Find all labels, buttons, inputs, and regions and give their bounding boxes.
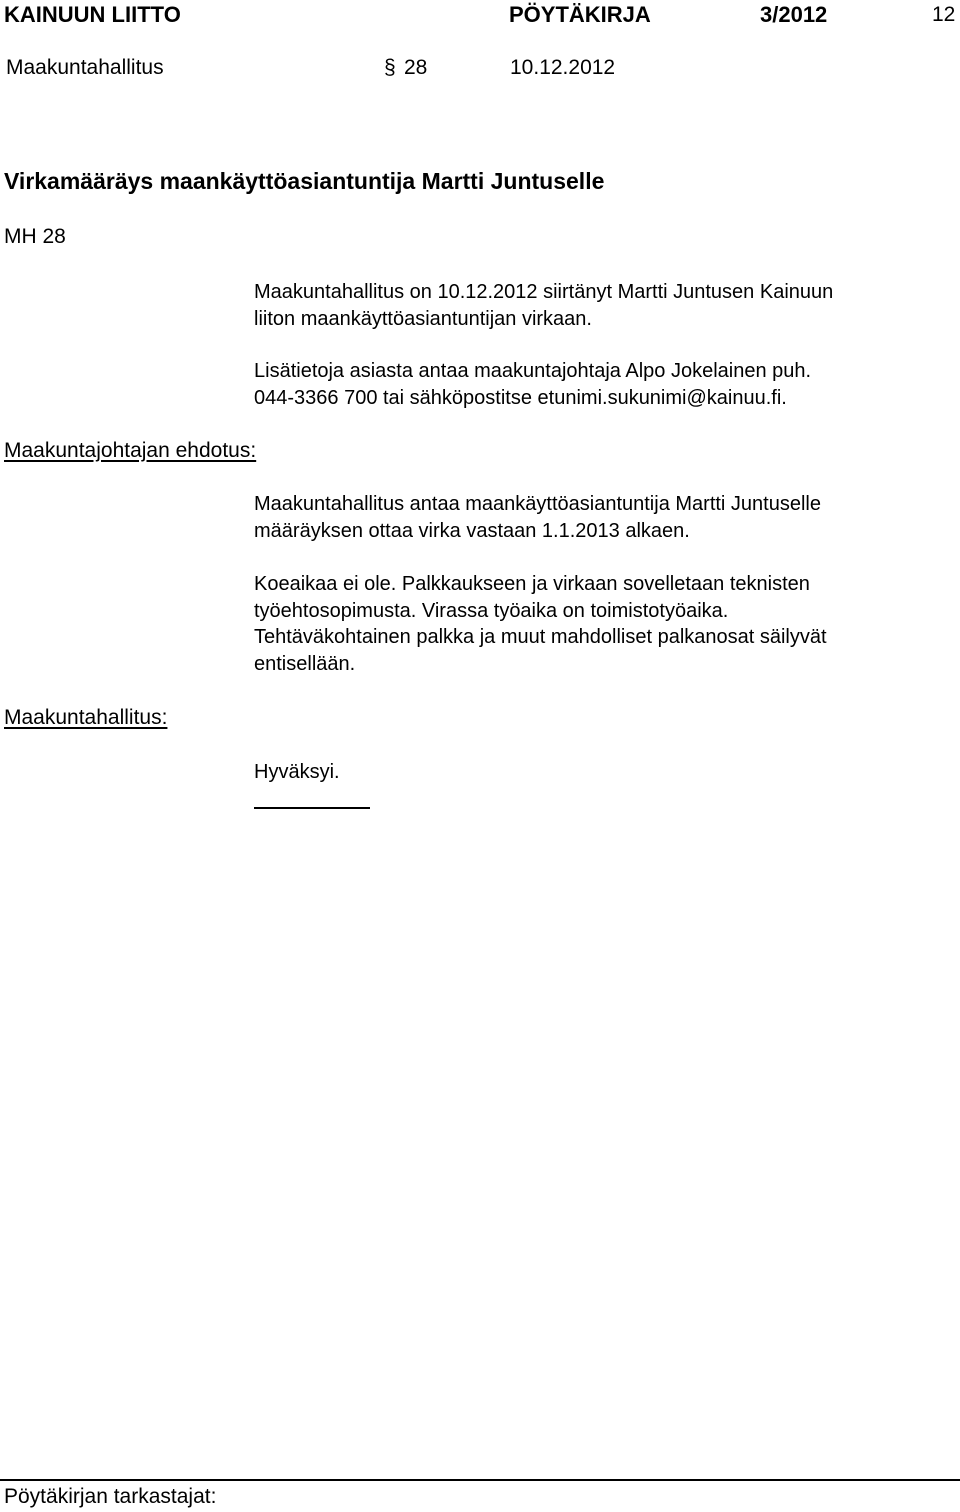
intro-line-2: liiton maankäyttöasiantuntijan virkaan. — [254, 307, 592, 330]
meeting-date: 10.12.2012 — [510, 56, 616, 79]
case-id: MH 28 — [4, 225, 66, 248]
proposal-p2-line-3: Tehtäväkohtainen palkka ja muut mahdolliset palkanosat säilyvät — [254, 626, 827, 648]
proposal-p2-line-2: työehtosopimusta. Virassa työaika on toimistotyöaika. — [254, 599, 729, 622]
decision-text: Hyväksyi. — [254, 761, 340, 783]
reviewers-label: Pöytäkirjan tarkastajat: — [4, 1485, 217, 1508]
document-type: PÖYTÄKIRJA — [509, 2, 651, 27]
intro-line-1: Maakuntahallitus on 10.12.2012 siirtänyt Martti Juntusen Kainuun — [254, 281, 834, 303]
decision-underline — [254, 807, 370, 809]
proposal-paragraph-1 — [254, 491, 821, 544]
proposal-p2-line-4: entisellään. — [254, 652, 356, 675]
page-title: Virkamääräys maankäyttöasiantuntija Martti Juntuselle — [4, 168, 605, 194]
meeting-body: Maakuntahallitus — [6, 56, 164, 79]
document-number: 3/2012 — [760, 2, 828, 27]
page-number: 12 — [932, 3, 956, 26]
decision-label: Maakuntahallitus: — [4, 706, 168, 729]
organization-name: KAINUUN LIITTO — [4, 2, 181, 27]
section-symbol: § — [384, 56, 396, 79]
proposal-p1-line-2: määräyksen ottaa virka vastaan 1.1.2013 alkaen. — [254, 519, 690, 542]
proposal-paragraph-2 — [254, 571, 827, 677]
proposal-p2-line-1: Koeaikaa ei ole. Palkkaukseen ja virkaan sovelletaan teknisten — [254, 573, 810, 595]
intro-paragraph — [254, 279, 833, 332]
footer-divider — [0, 1479, 960, 1481]
section-number: 28 — [404, 56, 428, 79]
info-line-1: Lisätietoja asiasta antaa maakuntajohtaja Alpo Jokelainen puh. — [254, 360, 812, 382]
info-line-2: 044-3366 700 tai sähköpostitse etunimi.sukunimi@kainuu.fi. — [254, 386, 787, 409]
proposal-p1-line-1: Maakuntahallitus antaa maankäyttöasiantuntija Martti Juntuselle — [254, 493, 821, 515]
info-paragraph — [254, 358, 811, 411]
proposal-label: Maakuntajohtajan ehdotus: — [4, 439, 257, 462]
